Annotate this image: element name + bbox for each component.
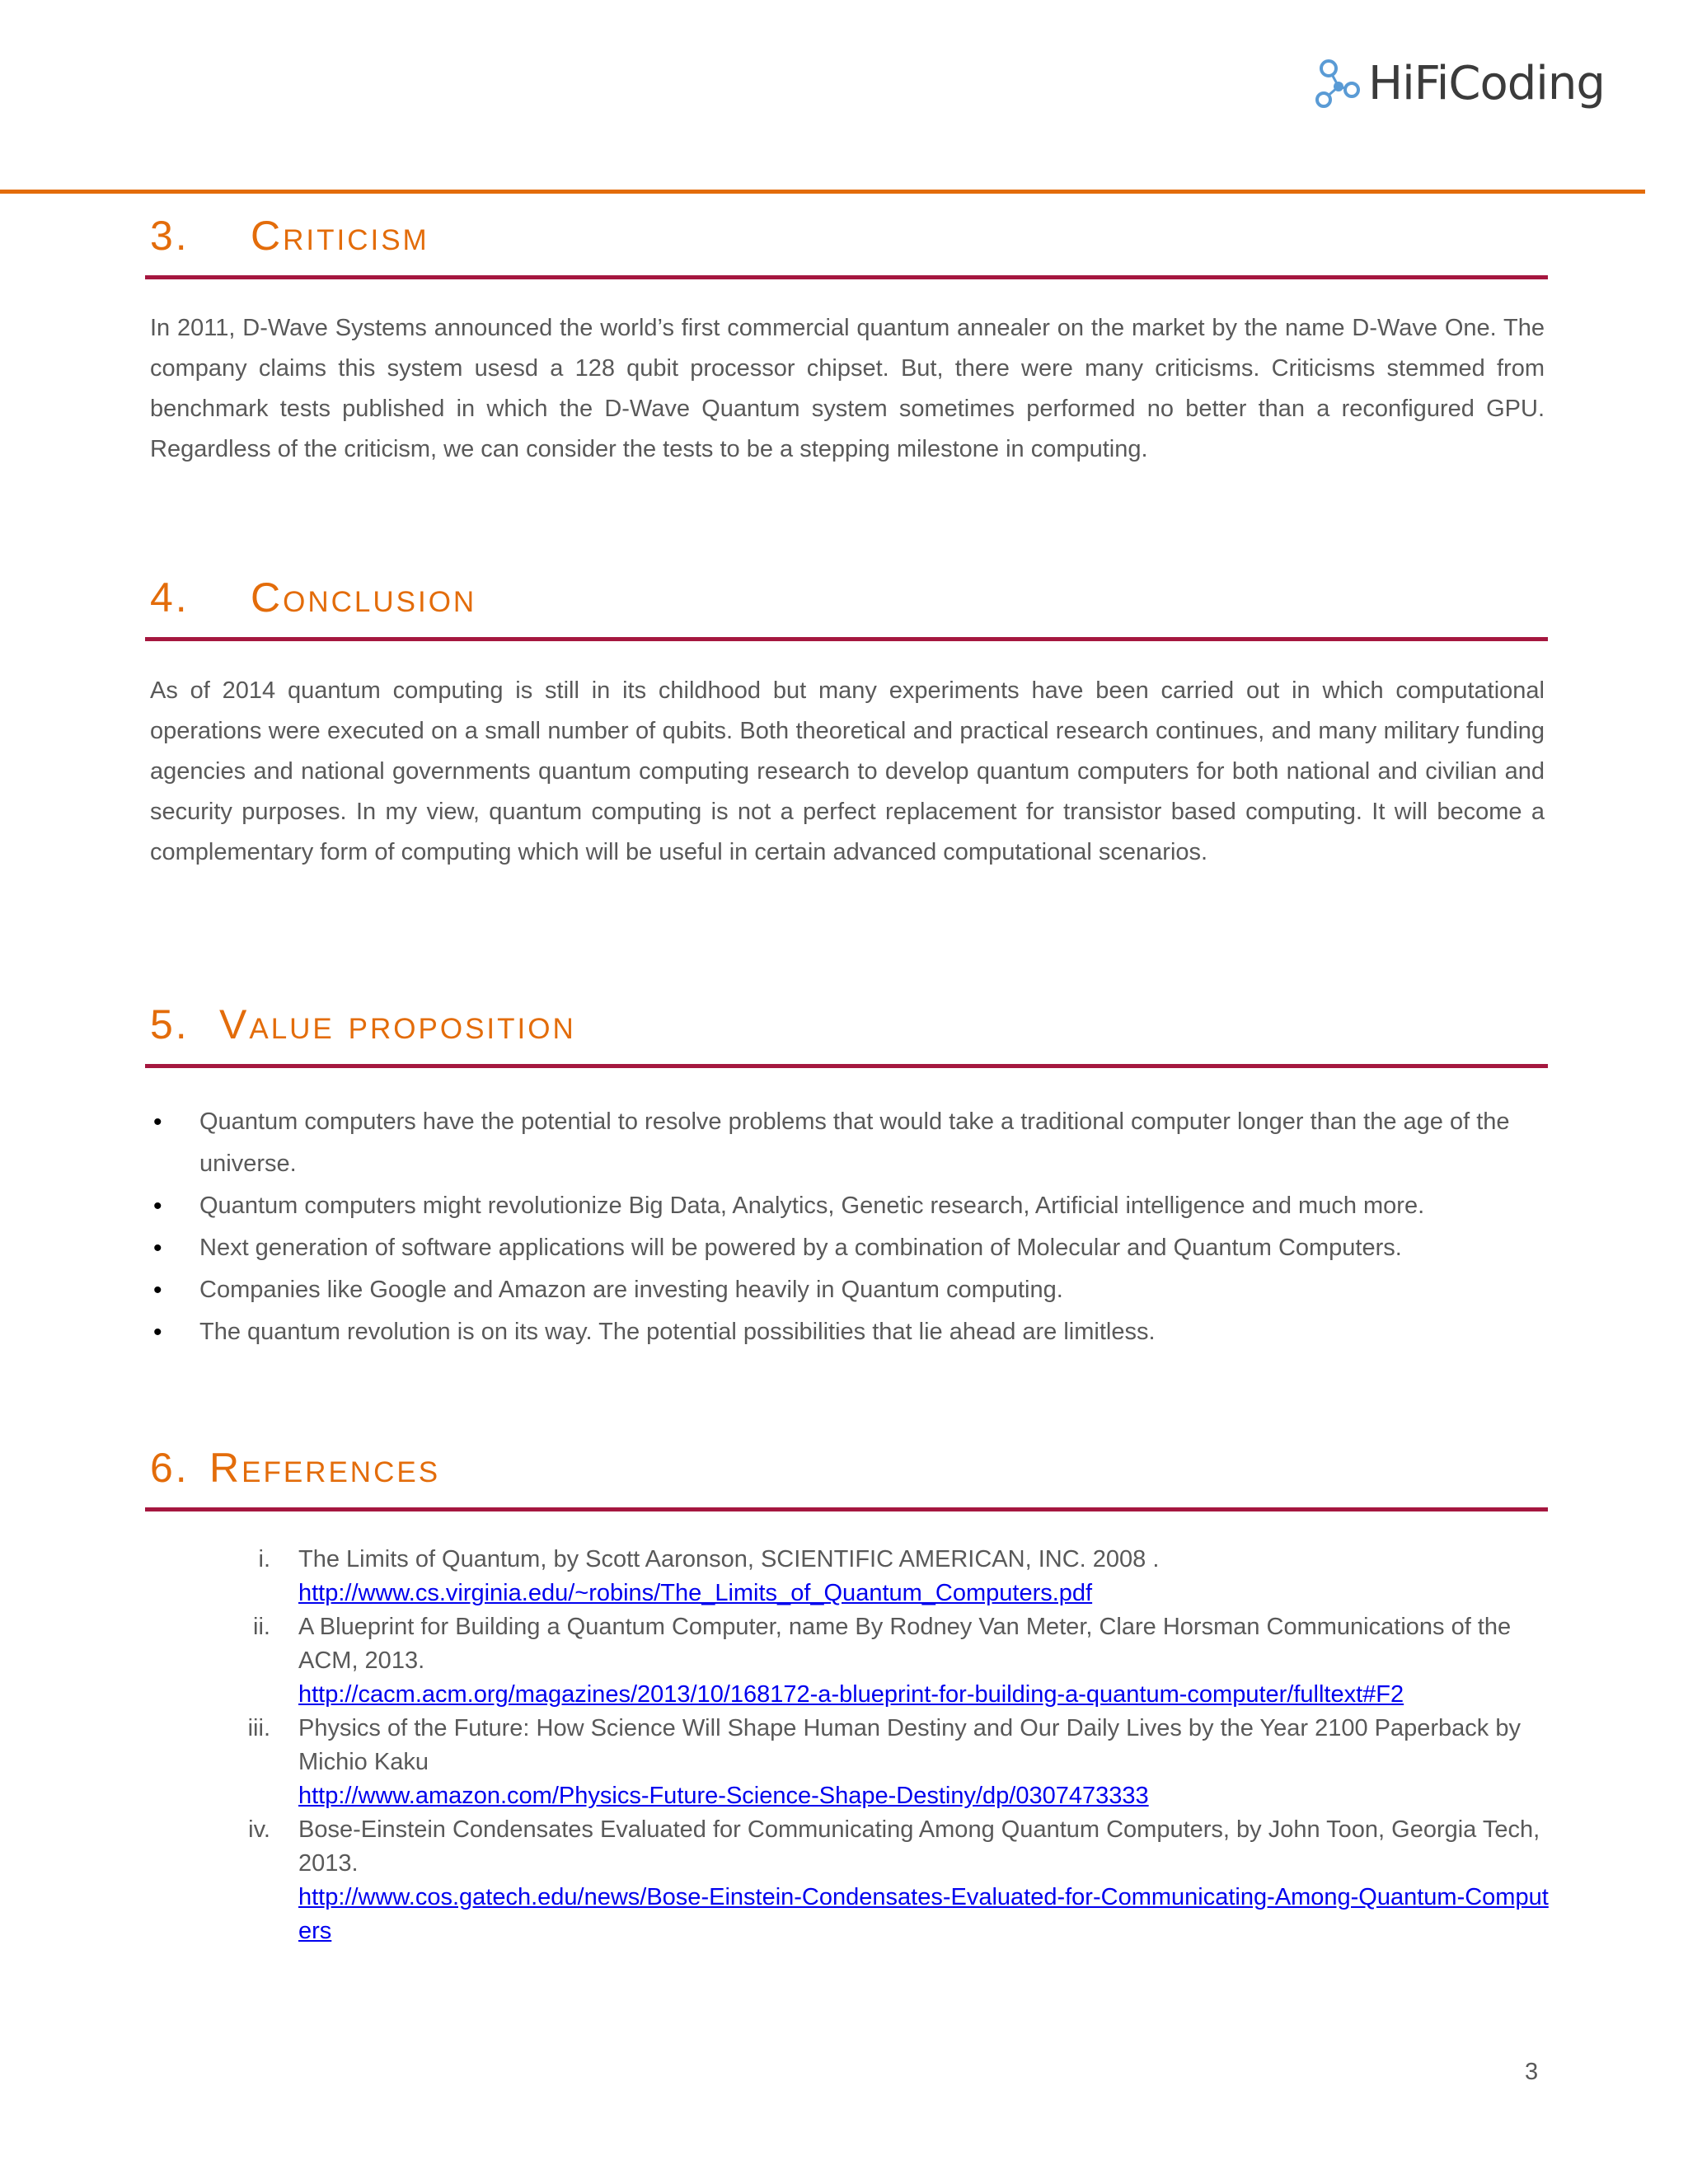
reference-link[interactable]: http://www.cos.gatech.edu/news/Bose-Einstein-Condensates-Evaluated-for-Communicating-Among-Quantum-Computers — [298, 1884, 1549, 1944]
reference-item — [231, 1813, 1550, 1948]
section-references-heading — [145, 1443, 1548, 1511]
bullet-icon: • — [153, 1277, 162, 1304]
conclusion-paragraph: As of 2014 quantum computing is still in its childhood but many experiments have been carried out in which computational operations were executed on a small number of qubits. Both theoretical and practical research continues, and many military funding agencies and national governments quantum computing research to develop quantum computers for both national and civilian and security purposes. In my view, quantum computing is not a perfect replacement for transistor based computing. It will become a complementary form of computing which will be useful in certain advanced computational scenarios. — [150, 677, 1545, 865]
reference-link[interactable]: http://www.amazon.com/Physics-Future-Science-Shape-Destiny/dp/0307473333 — [298, 1783, 1149, 1809]
bullet-icon: • — [153, 1193, 162, 1220]
page-number: 3 — [1525, 2059, 1539, 2085]
section-title — [145, 211, 1548, 260]
reference-numeral: iii. — [247, 1715, 270, 1741]
list-item — [150, 1311, 1545, 1353]
reference-link[interactable]: http://cacm.acm.org/magazines/2013/10/168172-a-blueprint-for-building-a-quantum-computer/fulltext#F2 — [298, 1681, 1404, 1708]
section-conclusion-heading — [145, 573, 1548, 641]
molecule-icon — [1311, 57, 1362, 110]
references-list — [231, 1543, 1550, 1948]
section-number: 3. — [150, 213, 190, 259]
list-item — [150, 1185, 1545, 1227]
list-item-text: Next generation of software applications will be powered by a combination of Molecular and Quantum Computers. — [199, 1235, 1402, 1261]
reference-item — [231, 1610, 1550, 1712]
logo-text: HiFiCoding — [1368, 56, 1605, 110]
list-item-text: Quantum computers might revolutionize Big Data, Analytics, Genetic research, Artificial intelligence and much more. — [199, 1193, 1425, 1219]
header-rule — [0, 190, 1645, 194]
section-rule — [145, 275, 1548, 279]
value-bullet-list — [150, 1101, 1545, 1353]
reference-text: The Limits of Quantum, by Scott Aaronson, SCIENTIFIC AMERICAN, INC. 2008 . — [298, 1546, 1160, 1572]
section-title-text: Value proposition — [219, 1001, 576, 1047]
bullet-icon: • — [153, 1319, 162, 1346]
section-rule — [145, 1507, 1548, 1511]
reference-numeral: iv. — [248, 1816, 270, 1843]
reference-item — [231, 1543, 1550, 1610]
bullet-icon: • — [153, 1108, 162, 1136]
reference-link[interactable]: http://www.cs.virginia.edu/~robins/The_Limits_of_Quantum_Computers.pdf — [298, 1580, 1093, 1606]
reference-numeral: i. — [258, 1546, 270, 1572]
section-number: 4. — [150, 574, 190, 621]
list-item-text: Companies like Google and Amazon are investing heavily in Quantum computing. — [199, 1277, 1063, 1303]
reference-numeral: ii. — [253, 1614, 270, 1640]
section-title-text: Conclusion — [251, 574, 477, 621]
section-title — [145, 1443, 1548, 1493]
criticism-paragraph: In 2011, D-Wave Systems announced the world’s first commercial quantum annealer on the market by the name D-Wave One. The company claims this system usesd a 128 qubit processor chipset. But, there were many criticisms. Criticisms stemmed from benchmark tests published in which the D-Wave Quantum system sometimes performed no better than a reconfigured GPU. Regardless of the criticism, we can consider the tests to be a stepping milestone in computing. — [150, 315, 1545, 462]
section-criticism-heading — [145, 211, 1548, 279]
list-item-text: The quantum revolution is on its way. The potential possibilities that lie ahead are limitless. — [199, 1319, 1156, 1345]
list-item — [150, 1101, 1545, 1185]
list-item — [150, 1227, 1545, 1269]
section-number: 5. — [150, 1001, 190, 1047]
section-title — [145, 573, 1548, 622]
section-rule — [145, 637, 1548, 641]
bullet-icon: • — [153, 1235, 162, 1262]
reference-text: Physics of the Future: How Science Will Shape Human Destiny and Our Daily Lives by the Year 2100 Paperback by Michio Kaku — [298, 1715, 1521, 1775]
list-item-text: Quantum computers have the potential to resolve problems that would take a traditional computer longer than the age of the universe. — [199, 1108, 1510, 1177]
reference-text: A Blueprint for Building a Quantum Computer, name By Rodney Van Meter, Clare Horsman Communications of the ACM, 2013. — [298, 1614, 1512, 1674]
section-value-heading — [145, 1000, 1548, 1068]
section-title — [145, 1000, 1548, 1049]
reference-text: Bose-Einstein Condensates Evaluated for Communicating Among Quantum Computers, by John Toon, Georgia Tech, 2013. — [298, 1816, 1540, 1877]
section-title-text: References — [209, 1445, 441, 1491]
section-rule — [145, 1064, 1548, 1068]
reference-item — [231, 1712, 1550, 1813]
section-number: 6. — [150, 1445, 190, 1491]
hificoding-logo — [1311, 54, 1605, 112]
list-item — [150, 1269, 1545, 1311]
section-title-text: Criticism — [251, 213, 429, 259]
